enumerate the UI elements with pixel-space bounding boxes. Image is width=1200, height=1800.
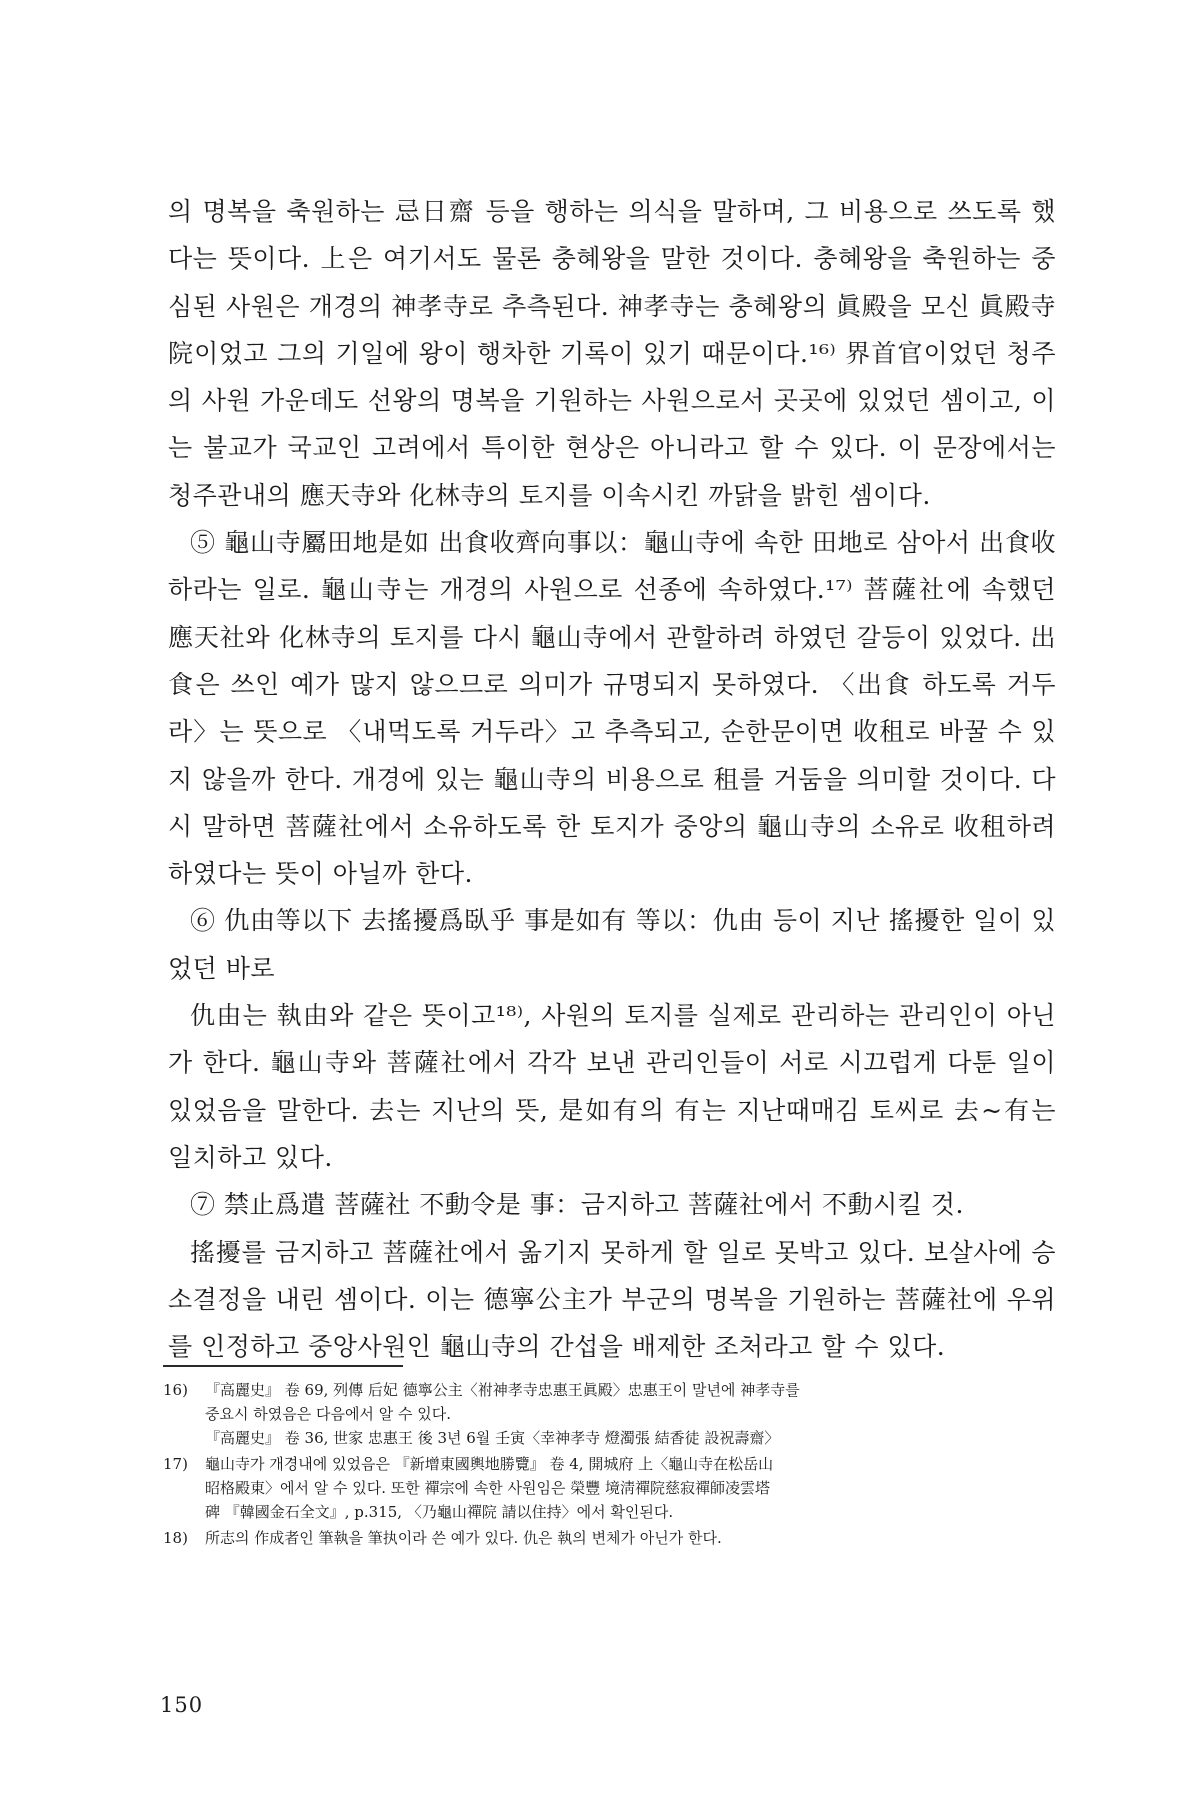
body-text (168, 188, 1056, 1370)
footnote-line: 碑 『韓國金石全文』, p.315, 〈乃龜山禪院 請以住持〉에서 확인된다. (205, 1503, 674, 1521)
footnote-16 (163, 1378, 1056, 1450)
paragraph-item-6-explanation: 仇由는 執由와 같은 뜻이고¹⁸⁾, 사원의 토지를 실제로 관리하는 관리인이 아닌가 한다. 龜山寺와 菩薩社에서 각각 보낸 관리인들이 서로 시끄럽게 다툰 일이 있었음을 말한다. 去는 지난의 뜻, 是如有의 有는 지난때매김 토씨로 去~有는 일치하고 있다. (168, 1001, 1056, 1172)
page-number: 150 (160, 1693, 204, 1717)
footnote-line: 龜山寺가 개경내에 있었음은 『新增東國輿地勝覽』 卷 4, 開城府 上〈龜山寺在松岳山 (205, 1455, 774, 1473)
paragraph-item-7: ⑦ 禁止爲遣 菩薩社 不動令是 事：금지하고 菩薩社에서 不動시킬 것. (190, 1190, 964, 1220)
paragraph-item-5: ⑤ 龜山寺屬田地是如 出食收齊向事以：龜山寺에 속한 田地로 삼아서 出食收하라는 일로. 龜山寺는 개경의 사원으로 선종에 속하였다.¹⁷⁾ 菩薩社에 속했던 應天社와 化林寺의 토지를 다시 龜山寺에서 관할하려 하였던 갈등이 있었다. 出食은 쓰인 예가 많지 않으므로 의미가 규명되지 못하였다. 〈出食 하도록 거두라〉는 뜻으로 〈내먹도록 거두라〉고 추측되고, 순한문이면 收租로 바꿀 수 있지 않을까 한다. 개경에 있는 龜山寺의 비용으로 租를 거둠을 의미할 것이다. 다시 말하면 菩薩社에서 소유하도록 한 토지가 중앙의 龜山寺의 소유로 收租하려 하였다는 뜻이 아닐까 한다. (168, 528, 1056, 889)
footnote-17 (163, 1452, 1056, 1524)
footnotes (163, 1378, 1056, 1552)
footnote-line: 『高麗史』 卷 36, 世家 忠惠王 後 3년 6월 壬寅〈幸神孝寺 燈濁張 結香徒 設祝壽齋〉 (205, 1429, 780, 1447)
paragraph-continuation: 의 명복을 축원하는 忌日齋 등을 행하는 의식을 말하며, 그 비용으로 쓰도록 했다는 뜻이다. 上은 여기서도 물론 충혜왕을 말한 것이다. 충혜왕을 축원하는 중심된 사원은 개경의 神孝寺로 추측된다. 神孝寺는 충혜왕의 眞殿을 모신 眞殿寺院이었고 그의 기일에 왕이 행차한 기록이 있기 때문이다.¹⁶⁾ 界首官이었던 청주의 사원 가운데도 선왕의 명복을 기원하는 사원으로서 곳곳에 있었던 셈이고, 이는 불교가 국교인 고려에서 특이한 현상은 아니라고 할 수 있다. 이 문장에서는 청주관내의 應天寺와 化林寺의 토지를 이속시킨 까닭을 밝힌 셈이다. (168, 197, 1056, 510)
footnote-number: 16) (163, 1381, 188, 1399)
paragraph-item-6: ⑥ 仇由等以下 去搖擾爲臥乎 事是如有 等以：仇由 등이 지난 搖擾한 일이 있었던 바로 (168, 906, 1056, 983)
footnote-separator (163, 1365, 403, 1367)
footnote-number: 18) (163, 1529, 188, 1547)
footnote-text (205, 1452, 1056, 1524)
footnote-text (205, 1378, 1056, 1450)
footnote-line: 중요시 하였음은 다음에서 알 수 있다. (205, 1405, 451, 1423)
footnote-number: 17) (163, 1455, 188, 1473)
footnote-line: 所志의 作成者인 筆執을 筆执이라 쓴 예가 있다. 仇은 執의 변체가 아닌가 한다. (205, 1529, 722, 1547)
footnote-line: 『高麗史』 卷 69, 列傳 后妃 德寧公主〈祔神孝寺忠惠王眞殿〉忠惠王이 말년에 神孝寺를 (205, 1381, 800, 1399)
footnote-line: 昭格殿東〉에서 알 수 있다. 또한 禪宗에 속한 사원임은 榮豐 境淸禪院慈寂禪師凌雲塔 (205, 1479, 771, 1497)
footnote-18 (163, 1526, 1056, 1550)
footnote-text (205, 1526, 1056, 1550)
paragraph-item-7-explanation: 搖擾를 금지하고 菩薩社에서 옮기지 못하게 할 일로 못박고 있다. 보살사에 승소결정을 내린 셈이다. 이는 德寧公主가 부군의 명복을 기원하는 菩薩社에 우위를 인정하고 중앙사원인 龜山寺의 간섭을 배제한 조처라고 할 수 있다. (168, 1237, 1056, 1362)
